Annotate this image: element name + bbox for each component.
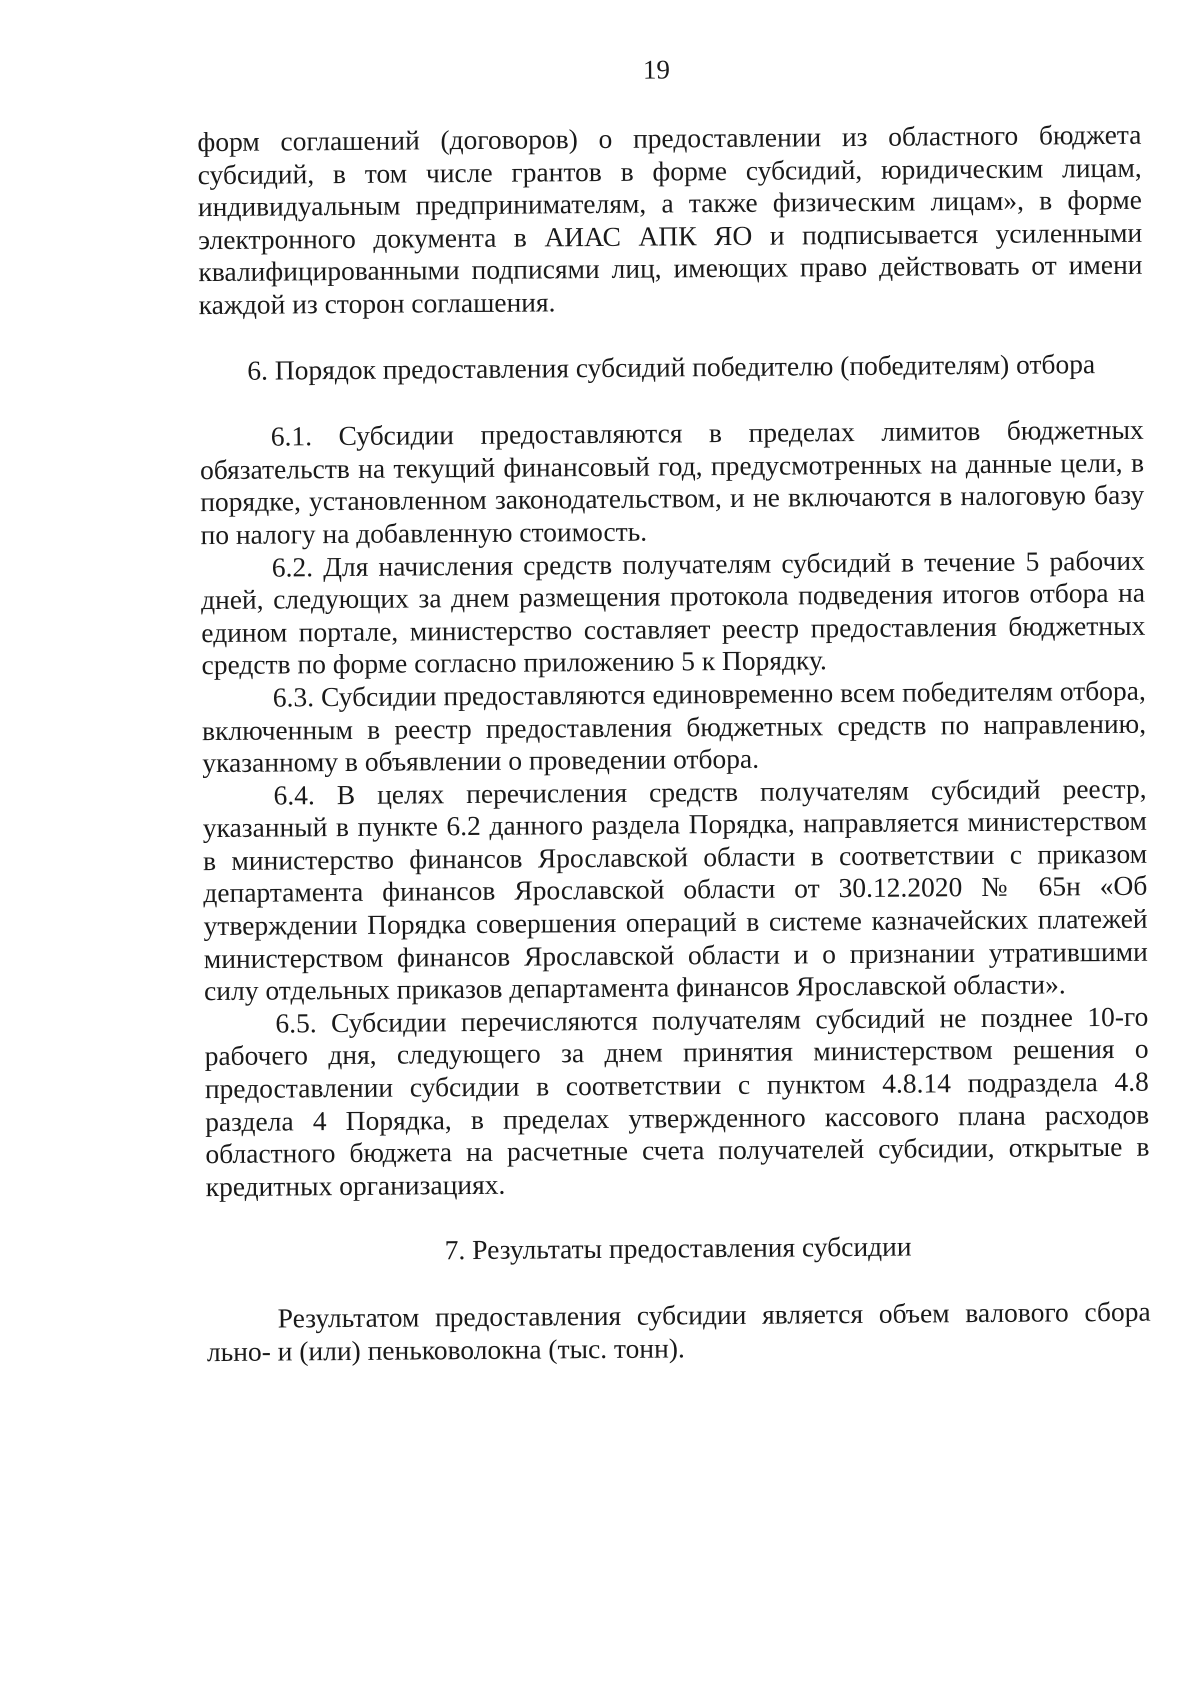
section-7-heading: 7. Результаты предоставления субсидии: [444, 1230, 912, 1266]
paragraph-6-1: 6.1. Субсидии предоставляются в пределах лимитов бюджетных обязательств на текущий финансовый год, предусмотренных на данные цели, в порядке, установленном законодательством, и не включаются в налоговую базу по налогу на добавленную стоимость.: [199, 413, 1145, 551]
section-6-body: [200, 414, 1150, 1204]
section-7-body: [207, 1296, 1151, 1369]
paragraph-6-3: 6.3. Субсидии предоставляются единовременно всем победителям отбора, включенным в реестр предоставления бюджетных средств по направлению, указанному в объявлении о проведении отбора.: [201, 674, 1147, 779]
paragraph-6-5: 6.5. Субсидии перечисляются получателям субсидий не позднее 10-го рабочего дня, следующего за днем принятия министерством решения о предоставлении субсидии в соответствии с пунктом 4.8.14 подраздела 4.8 раздела 4 Порядка, в пределах утвержденного кассового плана расходов областного бюджета на расчетные счета получателей субсидии, открытые в кредитных организациях.: [204, 1000, 1150, 1202]
paragraph-7-result: Результатом предоставления субсидии является объем валового сбора льно- и (или) пеньковолокна (тыс. тонн).: [206, 1295, 1151, 1367]
page-number: 19: [642, 54, 671, 85]
document-body: [197, 119, 1151, 1369]
intro-paragraph: форм соглашений (договоров) о предоставлении из областного бюджета субсидий, в том числе грантов в форме субсидий, юридическим лицам, индивидуальным предпринимателям, а также физическим лицам», в форме электронного документа в АИАС АПК ЯО и подписывается усиленными квалифицированными подписями лиц, имеющих право действовать от имени каждой из сторон соглашения.: [197, 118, 1143, 321]
paragraph-6-2: 6.2. Для начисления средств получателям субсидий в течение 5 рабочих дней, следующих за днем размещения протокола подведения итогов отбора на едином портале, министерство составляет реестр предоставления бюджетных средств по форме согласно приложению 5 к Порядку.: [200, 544, 1146, 681]
paragraph-6-4: 6.4. В целях перечисления средств получателям субсидий реестр, указанный в пункте 6.2 данного раздела Порядка, направляется министерством в министерство финансов Ярославской области в соответствии с приказом департамента финансов Ярославской области от 30.12.2020 № 65н «Об утверждении Порядка совершения операций в системе казначейских платежей министерством финансов Ярославской области и о признании утратившими силу отдельных приказов департамента финансов Ярославской области».: [202, 772, 1148, 1007]
section-6-heading: 6. Порядок предоставления субсидий победителю (победителям) отбора: [247, 347, 1096, 386]
